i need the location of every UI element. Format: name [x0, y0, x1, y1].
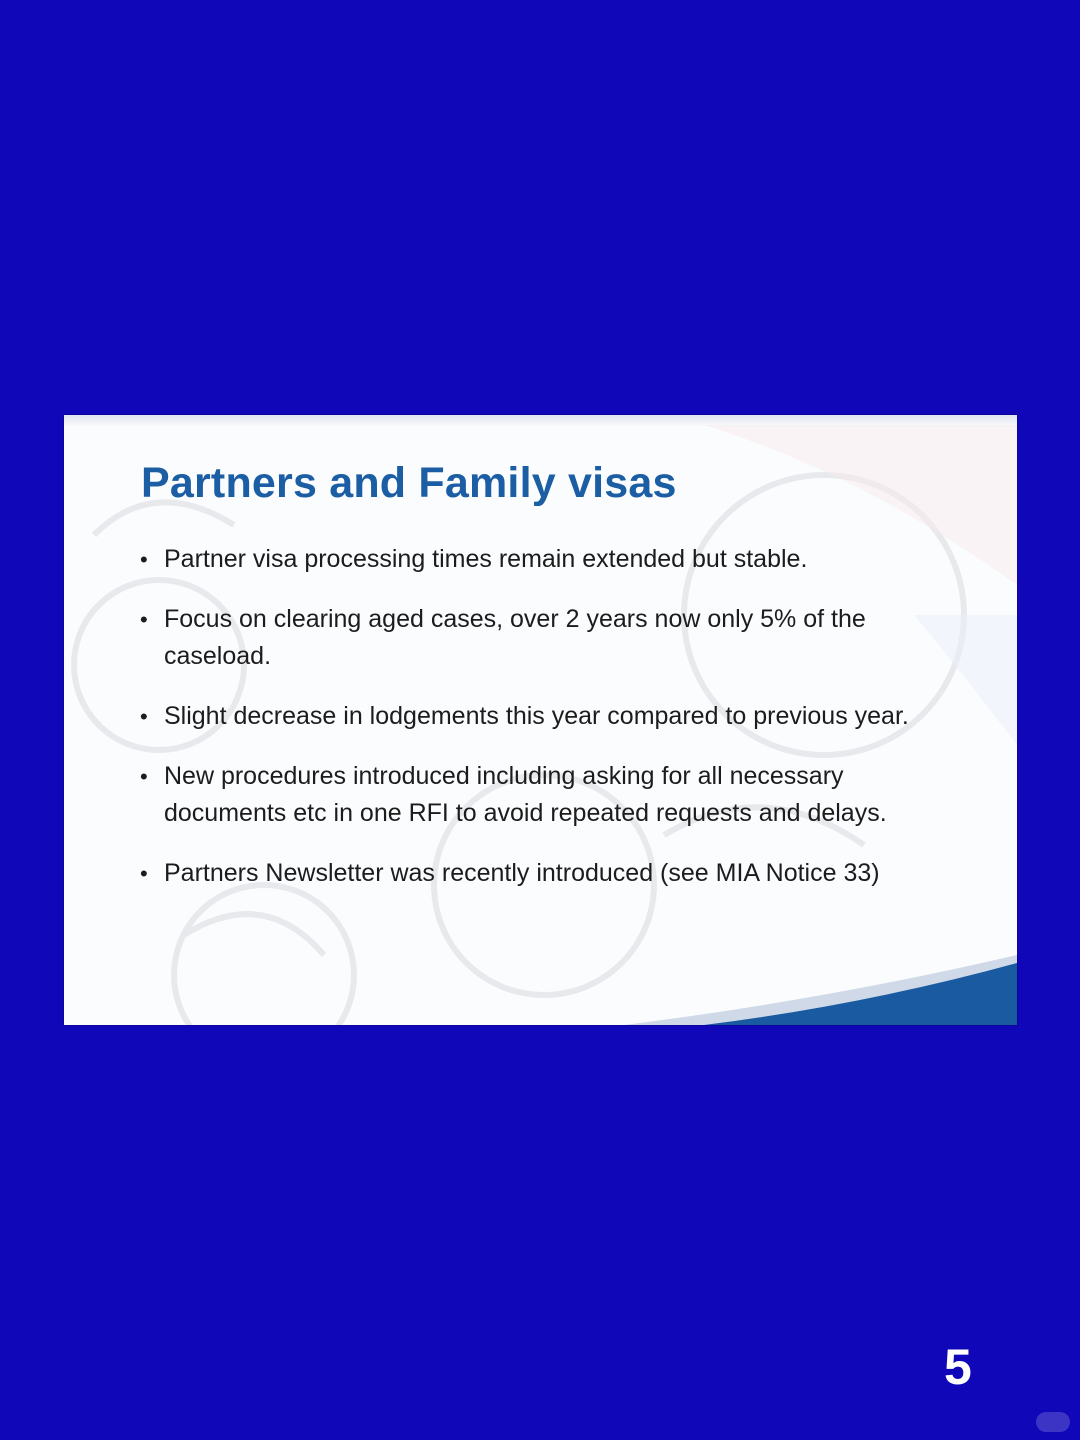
- bullet-item: [140, 855, 950, 892]
- bullet-text: Partners Newsletter was recently introduced (see MIA Notice 33): [164, 859, 880, 887]
- bullet-text: Slight decrease in lodgements this year compared to previous year.: [164, 702, 909, 730]
- bullet-text: Focus on clearing aged cases, over 2 years now only 5% of the caseload.: [164, 605, 866, 670]
- bullet-text: New procedures introduced including asking for all necessary documents etc in one RFI to avoid repeated requests and delays.: [164, 762, 887, 827]
- bullet-dot: •: [140, 607, 148, 632]
- slide-title: Partners and Family visas: [141, 459, 677, 507]
- bullet-dot: •: [140, 861, 148, 886]
- bullet-item: [140, 541, 950, 578]
- slide: [64, 415, 1017, 1025]
- bullet-item: [140, 758, 950, 832]
- bullet-dot: •: [140, 764, 148, 789]
- bullet-text: Partner visa processing times remain extended but stable.: [164, 545, 808, 573]
- bullet-dot: •: [140, 704, 148, 729]
- bullet-item: [140, 601, 950, 675]
- bullet-item: [140, 698, 950, 735]
- page-number: 5: [944, 1339, 972, 1395]
- bullet-dot: •: [140, 547, 148, 572]
- corner-logo-icon: [1036, 1412, 1070, 1432]
- bullet-list: [140, 541, 950, 915]
